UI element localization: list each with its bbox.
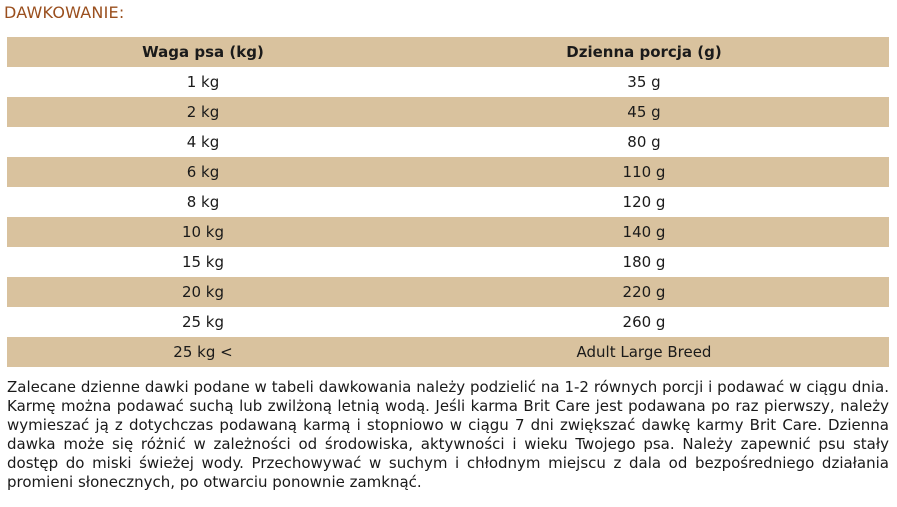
weight-cell: 1 kg	[186, 73, 220, 91]
table-row	[7, 67, 889, 97]
portion-cell: 35 g	[627, 73, 661, 91]
table-row	[7, 337, 889, 367]
table-row	[7, 307, 889, 337]
portion-cell: 80 g	[627, 133, 661, 151]
portion-cell: Adult Large Breed	[576, 343, 712, 361]
table-header-row	[7, 37, 889, 67]
dosage-table	[7, 37, 889, 367]
portion-cell: 180 g	[622, 253, 666, 271]
column-header-portion: Dzienna porcja (g)	[566, 43, 722, 61]
table-row	[7, 187, 889, 217]
portion-cell: 45 g	[627, 103, 661, 121]
weight-cell: 6 kg	[186, 163, 220, 181]
weight-cell: 10 kg	[181, 223, 225, 241]
weight-cell: 25 kg	[181, 313, 225, 331]
portion-cell: 110 g	[622, 163, 666, 181]
table-row	[7, 217, 889, 247]
weight-cell: 2 kg	[186, 103, 220, 121]
weight-cell: 8 kg	[186, 193, 220, 211]
table-row	[7, 277, 889, 307]
portion-cell: 120 g	[622, 193, 666, 211]
weight-cell: 20 kg	[181, 283, 225, 301]
table-row	[7, 247, 889, 277]
feeding-instructions-paragraph: Zalecane dzienne dawki podane w tabeli dawkowania należy podzielić na 1-2 równych porcji i podawać w ciągu dnia. Karmę można podawać suchą lub zwilżoną letnią wodą. Jeśli karma Brit Care jest podawana po raz pierwszy, należy wymieszać ją z dotychczas podawaną karmą i stopniowo w ciągu 7 dni zwiększać dawkę karmy Brit Care. Dzienna dawka może się różnić w zależności od środowiska, aktywności i wieku Twojego psa. Należy zapewnić psu stały dostęp do miski świeżej wody. Przechowywać w suchym i chłodnym miejscu z dala od bezpośredniego działania promieni słonecznych, po otwarciu ponownie zamknąć.	[7, 378, 889, 491]
portion-cell: 260 g	[622, 313, 666, 331]
portion-cell: 140 g	[622, 223, 666, 241]
portion-cell: 220 g	[622, 283, 666, 301]
table-row	[7, 97, 889, 127]
weight-cell: 4 kg	[186, 133, 220, 151]
table-row	[7, 127, 889, 157]
weight-cell: 25 kg <	[173, 343, 233, 361]
column-header-weight: Waga psa (kg)	[142, 43, 264, 61]
table-row	[7, 157, 889, 187]
section-heading: DAWKOWANIE:	[4, 3, 125, 22]
weight-cell: 15 kg	[181, 253, 225, 271]
